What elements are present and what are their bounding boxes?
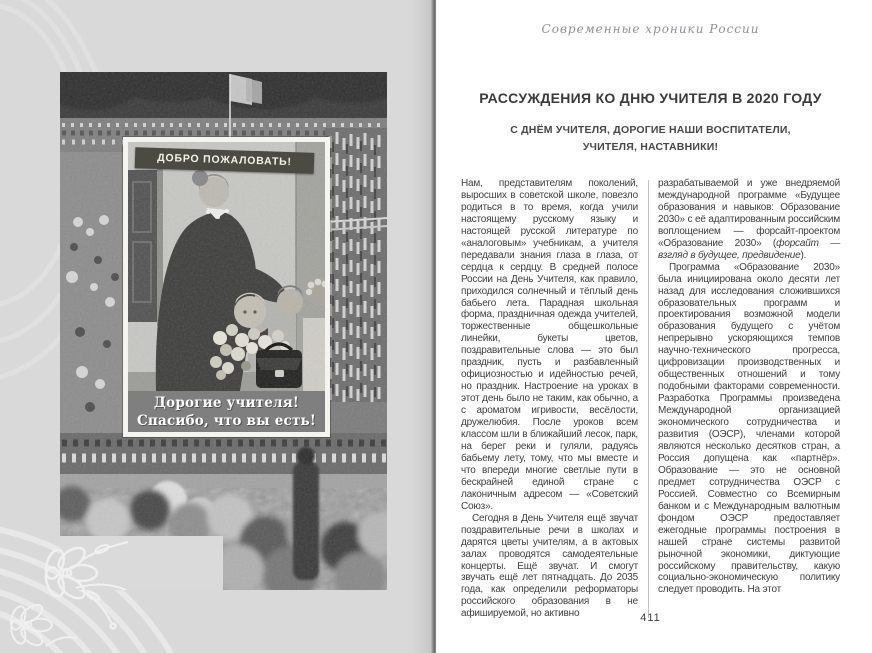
poster-caption — [128, 391, 325, 432]
paragraph: Сегодня в День Учителя ещё звучат поздравительные речи в школах и дарятся цветы учителям, а в актовых залах проводятся самодеятельные концерты. Ещё звучат. И смогут звучать ещё лет пятнадцать. До 2035 года, как определили реформаторы российского образования в не афишируемой, но активно — [461, 512, 638, 620]
inset-painting — [128, 142, 325, 391]
paragraph-text: разрабатываемой и уже внедряемой международной программе «Будущее образования и навыков: Образование 2030» с её адаптированным российским воплощением — форсайт-проектом «Образование 2030» ( — [658, 178, 840, 249]
inset-painting-art — [128, 142, 325, 391]
paragraph-text: ). — [800, 249, 807, 261]
article-title: РАССУЖДЕНИЯ КО ДНЮ УЧИТЕЛЯ В 2020 ГОДУ — [479, 90, 822, 106]
paragraph: Программа «Образование 2030» была инициирована около десяти лет назад для исследования сложившихся образовательных программ и проектирования возможной модели образования будущего с учётом непрерывно ускоряющихся темпов научно-технического прогресса, цифровизации производственных и общественных отношений и тому подобными факторами современности. Разработка Программы произведена Международной организацией экономического сотрудничества и развития (ОЭСР), членами которой являются несколько десятков стран, а Россия допущена как «партнёр». Образование — это не основной предмет сотрудничества ОЭСР с Россией. Совместно со Всемирным банком и с Международным валютным фондом ОЭСР предоставляет ежегодные программы построения в нашей стране системы развитой рыночной экономики, диктующие российскому правительству, какую социально-экономическую политику следует проводить. На этот — [658, 261, 840, 596]
text-columns — [461, 178, 840, 620]
right-page — [436, 0, 872, 653]
column-1 — [461, 178, 638, 620]
column-separator — [648, 180, 649, 618]
subtitle-line2: УЧИТЕЛЯ, НАСТАВНИКИ! — [582, 140, 719, 153]
welcome-banner: ДОБРО ПОЖАЛОВАТЬ! — [135, 147, 315, 174]
column-2 — [658, 178, 840, 620]
running-head: Современные хроники России — [541, 22, 760, 36]
poster-caption-line2: Спасибо, что вы есть! — [136, 413, 317, 429]
subtitle-line1: С ДНЁМ УЧИТЕЛЯ, ДОРОГИЕ НАШИ ВОСПИТАТЕЛИ, — [510, 124, 791, 136]
paragraph: Нам, представителям поколений, выросших в советской школе, повезло родиться в то время, когда учили настоящему русскому языку и настоящей русской литературе по «аналоговым» учебникам, а учителя передавали знания глаза в глаза, от сердца к сердцу. В средней полосе России на День Учителя, как правило, приходился солнечный и тёплый день бабьего лета. Парадная школьная форма, праздничная одежда учителей, торжественные общешкольные линейки, букеты цветов, поздравительные слова — это был праздник, пусть и разбавленный официозностью и идейностью речей, но праздник. Настроение на уроках в этот день было не таким, как обычно, а с ароматом игривости, весёлости, дружелюбия. После уроков всем классом шли в ближайший лесок, парк, на берег реки и гуляли, радуясь бабьему лету, тому, что мы вместе и что впереди многие светлые пути в бескрайней единой стране с лаконичным адресом — «Советский Союз». — [461, 178, 638, 512]
page-number: 411 — [640, 612, 661, 624]
paragraph — [658, 178, 840, 262]
poster-caption-line1: Дорогие учителя! — [153, 395, 300, 411]
paragraph-italic: форсайт — взгляд в будущее, предвидение — [658, 237, 840, 261]
article-subtitle — [461, 122, 840, 155]
teachers-day-photo-montage — [60, 72, 387, 590]
inset-poster — [123, 137, 330, 437]
